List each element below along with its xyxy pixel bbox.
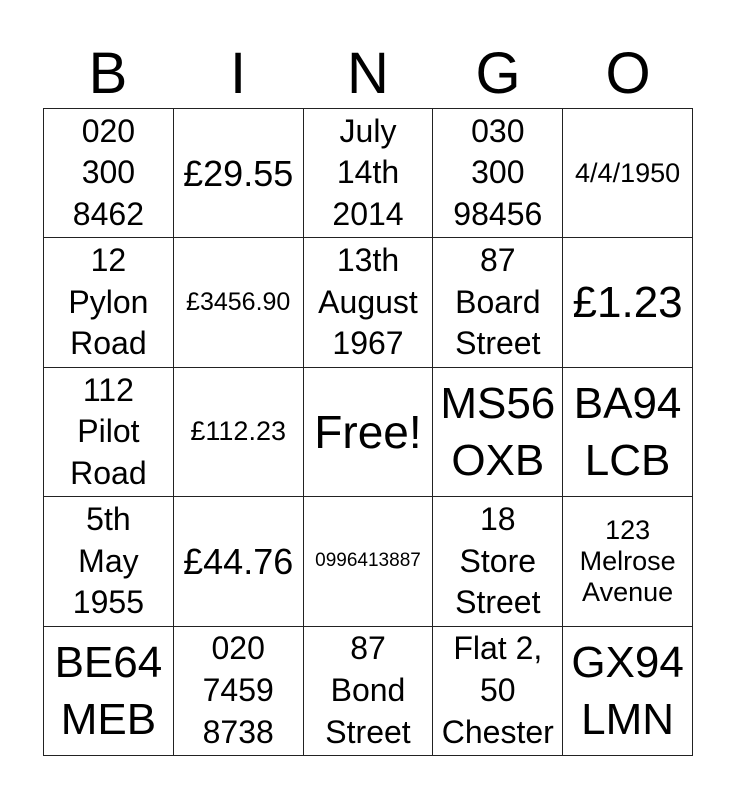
bingo-cell-r1-c4: 030 300 98456	[433, 109, 563, 238]
bingo-cell-r4-c1: 5th May 1955	[44, 497, 174, 626]
bingo-cell-r2-c5: £1.23	[563, 238, 693, 367]
bingo-cell-r3-c1: 112 Pilot Road	[44, 368, 174, 497]
header-letter-i: I	[229, 41, 247, 106]
bingo-cell-r5-c5: GX94 LMN	[563, 627, 693, 756]
bingo-cell-r5-c2: 020 7459 8738	[174, 627, 304, 756]
bingo-cell-r5-c4: Flat 2, 50 Chester	[433, 627, 563, 756]
bingo-cell-r2-c3: 13th August 1967	[304, 238, 434, 367]
header-letter-n: N	[347, 41, 389, 106]
bingo-cell-r3-c2: £112.23	[174, 368, 304, 497]
header-letter-g: G	[475, 41, 521, 106]
bingo-card-grid	[43, 108, 693, 756]
bingo-cell-r4-c4: 18 Store Street	[433, 497, 563, 626]
bingo-cell-r2-c4: 87 Board Street	[433, 238, 563, 367]
bingo-cell-r3-c4: MS56 OXB	[433, 368, 563, 497]
bingo-cell-r5-c3: 87 Bond Street	[304, 627, 434, 756]
bingo-cell-free: Free!	[304, 368, 434, 497]
bingo-cell-r5-c1: BE64 MEB	[44, 627, 174, 756]
bingo-cell-r1-c1: 020 300 8462	[44, 109, 174, 238]
bingo-cell-r3-c5: BA94 LCB	[563, 368, 693, 497]
bingo-cell-r1-c2: £29.55	[174, 109, 304, 238]
bingo-cell-r1-c5: 4/4/1950	[563, 109, 693, 238]
bingo-cell-r2-c1: 12 Pylon Road	[44, 238, 174, 367]
bingo-cell-r2-c2: £3456.90	[174, 238, 304, 367]
bingo-cell-r1-c3: July 14th 2014	[304, 109, 434, 238]
bingo-cell-r4-c3: 0996413887	[304, 497, 434, 626]
bingo-cell-r4-c2: £44.76	[174, 497, 304, 626]
bingo-cell-r4-c5: 123 Melrose Avenue	[563, 497, 693, 626]
header-letter-b: B	[88, 41, 128, 106]
bingo-header	[43, 40, 693, 108]
header-letter-o: O	[605, 41, 651, 106]
